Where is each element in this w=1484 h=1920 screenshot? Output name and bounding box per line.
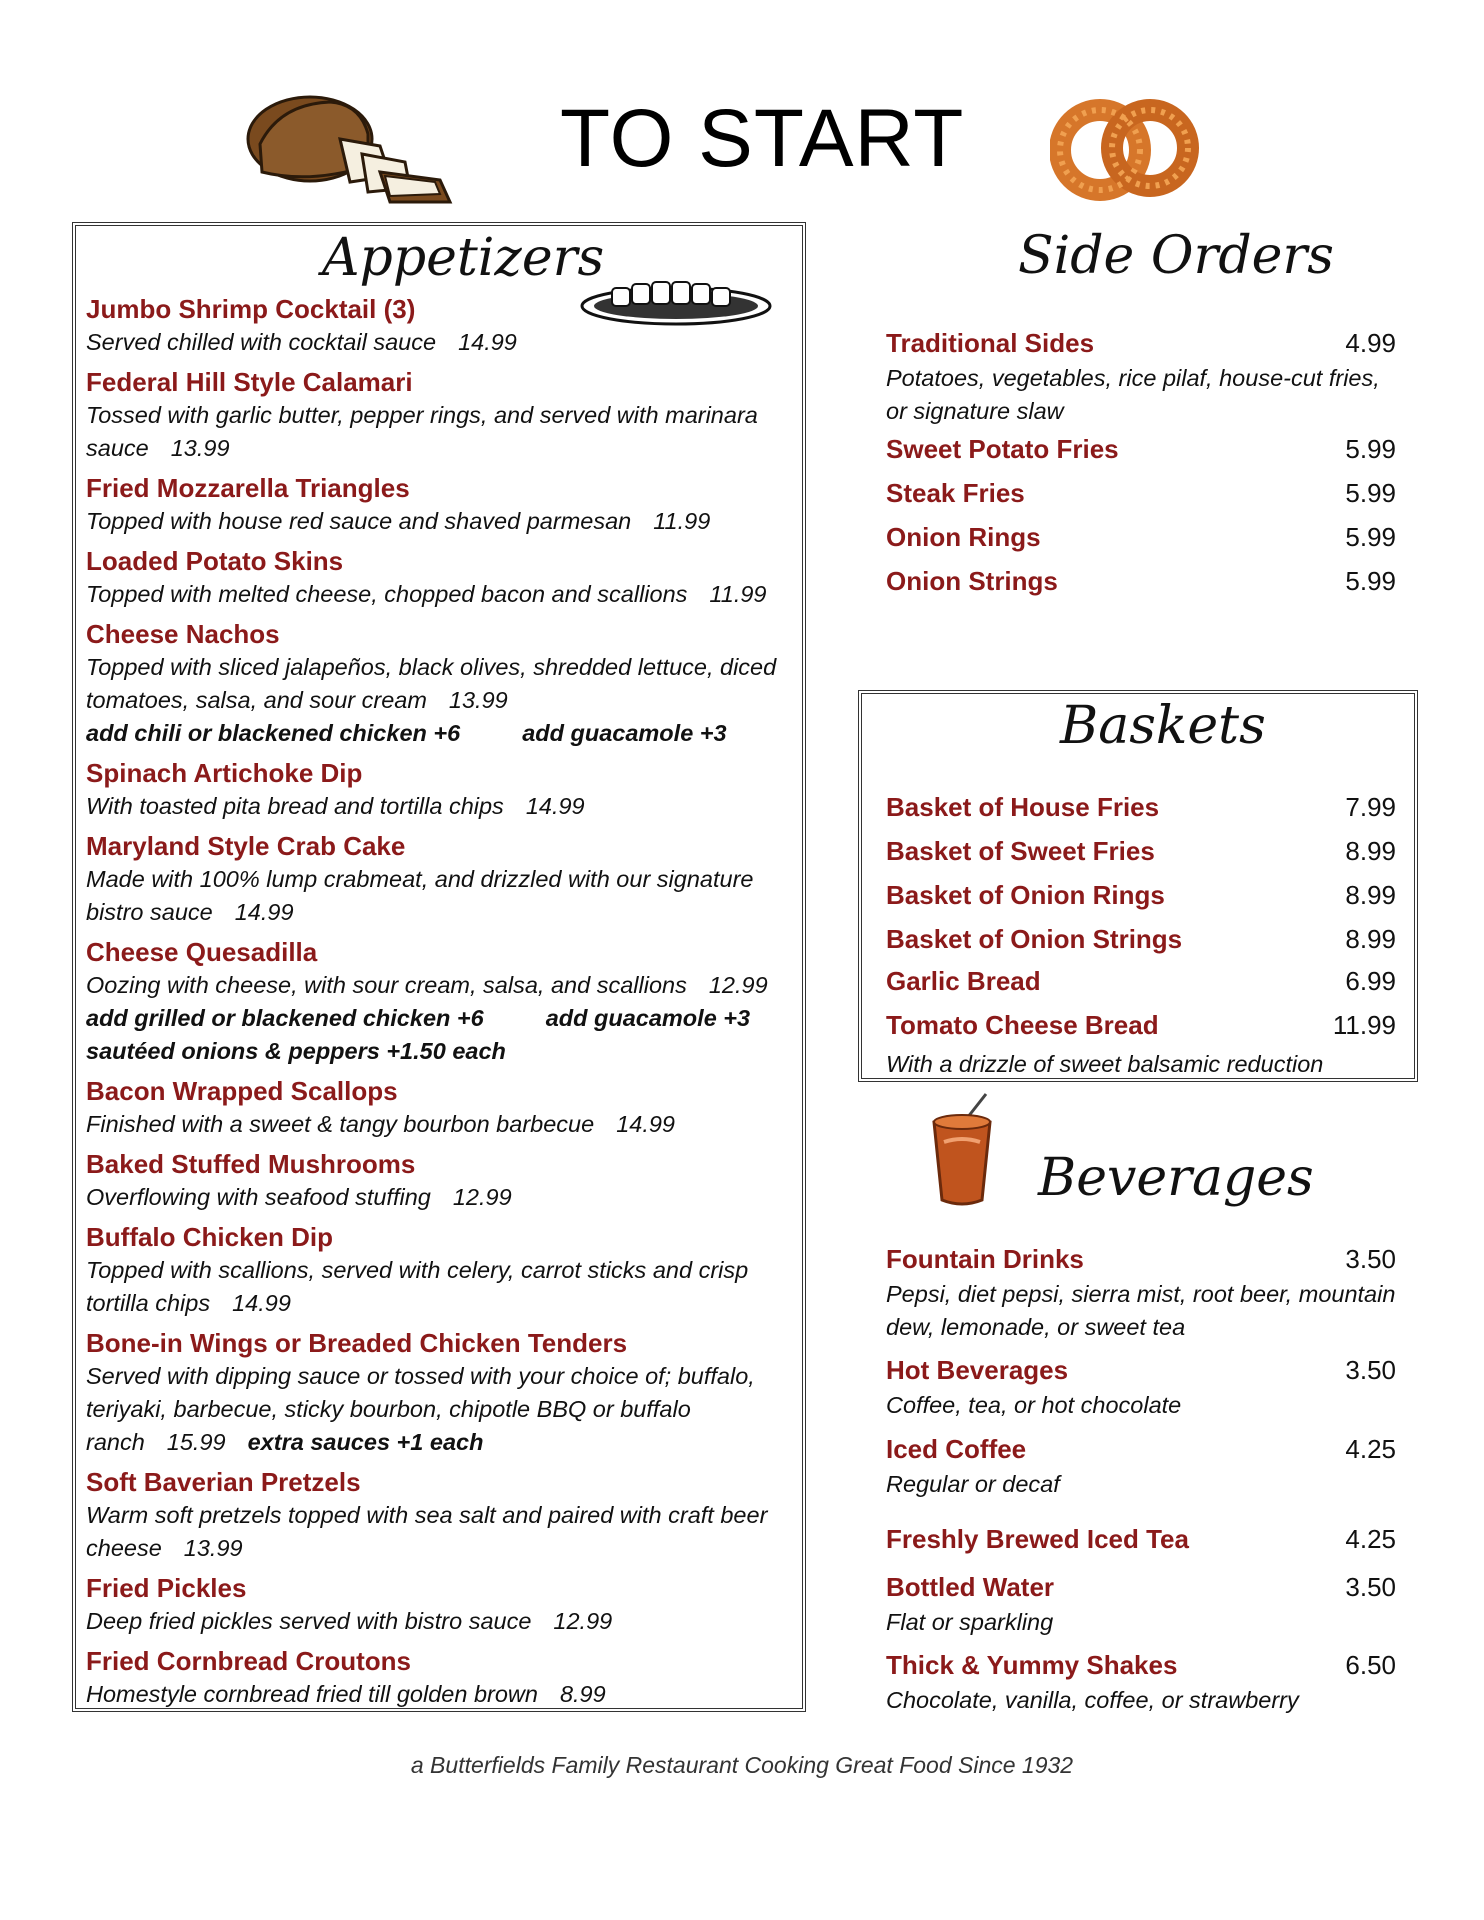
description-text: Topped with scallions, served with celery, carrot sticks and crisp tortilla chips [86,1257,749,1316]
item-name: Bone-in Wings or Breaded Chicken Tenders [86,1328,628,1358]
item-price: 11.99 [709,581,767,607]
item-price: 14.99 [525,793,585,819]
description-text: Served with dipping sauce or tossed with your choice of; buffalo, teriyaki, barbecue, sticky bourbon, chipotle BBQ or buffalo ranch [86,1363,755,1455]
item-price: 7.99 [1345,792,1396,822]
list-item [86,829,796,929]
item-name: Fried Mozzarella Triangles [86,473,410,503]
description-text: Overflowing with seafood stuffing [86,1184,431,1210]
item-name: Bacon Wrapped Scallops [86,1076,398,1106]
description-text: Made with 100% lump crabmeat, and drizzled with our signature bistro sauce [86,866,754,925]
list-item [86,471,796,538]
item-price: 12.99 [452,1184,512,1210]
item-price: 5.99 [1345,566,1396,596]
extra-option: add guacamole +3 [545,1005,751,1031]
list-item [86,935,796,1068]
item-description [86,1360,796,1459]
item-description: Chocolate, vanilla, coffee, or strawberry [886,1687,1299,1713]
item-name: Buffalo Chicken Dip [86,1222,334,1252]
item-name: Freshly Brewed Iced Tea [886,1524,1189,1554]
item-name: Basket of Sweet Fries [886,836,1155,866]
item-name: Cheese Nachos [86,619,280,649]
item-name: Fried Cornbread Croutons [86,1646,412,1676]
item-price: 6.99 [1345,966,1396,996]
item-name: Basket of House Fries [886,792,1160,822]
item-price: 3.50 [1345,1572,1396,1602]
extras-line [86,1035,796,1068]
appetizers-list [86,292,796,1717]
list-item [86,1147,796,1214]
page-title: TO START [560,93,965,184]
bread-loaf-illustration [240,84,460,204]
description-text: Oozing with cheese, with sour cream, salsa, and scallions [86,972,687,998]
item-name: Garlic Bread [886,966,1041,996]
item-price: 14.99 [458,329,517,355]
item-name: Loaded Potato Skins [86,546,344,576]
item-price: 4.25 [1345,1434,1396,1464]
item-name: Tomato Cheese Bread [886,1010,1159,1040]
item-price: 11.99 [653,508,711,534]
item-description [86,1678,796,1711]
item-description [86,578,796,611]
description-text: Warm soft pretzels topped with sea salt and paired with craft beer cheese [86,1502,768,1561]
item-name: Bottled Water [886,1572,1055,1602]
item-description [86,863,796,929]
item-price: 4.99 [1345,328,1396,358]
item-price: 5.99 [1345,522,1396,552]
item-description [86,790,796,823]
item-name: Onion Strings [886,566,1058,596]
item-name: Sweet Potato Fries [886,434,1119,464]
item-price: 5.99 [1345,434,1396,464]
item-name: Thick & Yummy Shakes [886,1650,1178,1680]
item-description [86,505,796,538]
item-name: Fountain Drinks [886,1244,1084,1274]
item-price: 8.99 [1345,880,1396,910]
item-price: 8.99 [1345,836,1396,866]
description-text: Topped with sliced jalapeños, black olives, shredded lettuce, diced tomatoes, salsa, and sour cream [86,654,777,713]
item-description [86,1181,796,1214]
item-name: Spinach Artichoke Dip [86,758,363,788]
item-price: 13.99 [183,1535,243,1561]
extra-option: add grilled or blackened chicken +6 [86,1005,484,1031]
extras-line [86,717,796,750]
baskets-heading: Baskets [1060,696,1266,756]
item-price: 13.99 [170,435,230,461]
item-price: 8.99 [559,1681,606,1707]
side-orders-heading: Side Orders [1018,226,1334,286]
item-description: Regular or decaf [886,1471,1060,1497]
item-price: 8.99 [1345,924,1396,954]
item-price: 14.99 [234,899,294,925]
item-description [86,1108,796,1141]
item-price: 13.99 [448,687,508,713]
list-item [86,617,796,750]
item-name: Maryland Style Crab Cake [86,831,406,861]
extra-option: extra sauces +1 each [247,1429,484,1455]
item-name: Jumbo Shrimp Cocktail (3) [86,294,416,324]
extra-option: add guacamole +3 [522,720,727,746]
item-price: 12.99 [708,972,768,998]
item-name: Fried Pickles [86,1573,247,1603]
item-price: 14.99 [616,1111,675,1137]
list-item [86,1571,796,1638]
item-name: Basket of Onion Rings [886,880,1165,910]
item-description: Potatoes, vegetables, rice pilaf, house-cut fries, or signature slaw [886,365,1380,424]
item-description [86,1499,796,1565]
extra-option: sautéed onions & peppers +1.50 each [86,1038,506,1064]
item-name: Iced Coffee [886,1434,1027,1464]
list-item [86,544,796,611]
item-name: Soft Baverian Pretzels [86,1467,361,1497]
list-item [86,1644,796,1711]
onion-rings-illustration [1050,88,1200,206]
item-description [86,651,796,750]
item-description [86,399,796,465]
footer-tagline: a Butterfields Family Restaurant Cooking Great Food Since 1932 [410,1752,1074,1778]
item-price: 4.25 [1345,1524,1396,1554]
drink-cup-illustration [924,1092,1000,1208]
item-name: Onion Rings [886,522,1041,552]
item-price: 5.99 [1345,478,1396,508]
item-name: Steak Fries [886,478,1025,508]
item-name: Basket of Onion Strings [886,924,1183,954]
description-text: With toasted pita bread and tortilla chips [86,793,504,819]
beverages-heading: Beverages [1038,1148,1314,1208]
list-item [86,1074,796,1141]
list-item [86,1220,796,1320]
item-price: 11.99 [1332,1010,1396,1040]
item-name: Traditional Sides [886,328,1095,358]
item-description [86,969,796,1068]
description-text: Tossed with garlic butter, pepper rings, and served with marinara sauce [86,402,758,461]
item-price: 14.99 [232,1290,291,1316]
item-description [86,326,796,359]
list-item [86,292,796,359]
description-text: Served chilled with cocktail sauce [86,329,437,355]
item-price: 12.99 [553,1608,613,1634]
item-description: Pepsi, diet pepsi, sierra mist, root beer, mountain dew, lemonade, or sweet tea [886,1281,1396,1340]
item-name: Cheese Quesadilla [86,937,318,967]
list-item [86,365,796,465]
item-description: Flat or sparkling [886,1609,1054,1635]
extras-line [86,1002,796,1035]
item-description: With a drizzle of sweet balsamic reduction [886,1051,1324,1077]
item-description: Coffee, tea, or hot chocolate [886,1392,1182,1418]
item-name: Baked Stuffed Mushrooms [86,1149,416,1179]
description-text: Homestyle cornbread fried till golden brown [86,1681,538,1707]
item-description [86,1605,796,1638]
item-price: 15.99 [166,1429,226,1455]
item-description [86,1254,796,1320]
list-item [86,756,796,823]
description-text: Deep fried pickles served with bistro sauce [86,1608,532,1634]
list-item [86,1326,796,1459]
item-price: 6.50 [1345,1650,1396,1680]
description-text: Topped with melted cheese, chopped bacon and scallions [86,581,688,607]
list-item [86,1465,796,1565]
extra-option: add chili or blackened chicken +6 [86,720,461,746]
description-text: Finished with a sweet & tangy bourbon barbecue [86,1111,595,1137]
item-price: 3.50 [1345,1244,1396,1274]
appetizers-heading: Appetizers [322,228,605,288]
item-price: 3.50 [1345,1355,1396,1385]
description-text: Topped with house red sauce and shaved parmesan [86,508,632,534]
item-name: Federal Hill Style Calamari [86,367,413,397]
item-name: Hot Beverages [886,1355,1069,1385]
